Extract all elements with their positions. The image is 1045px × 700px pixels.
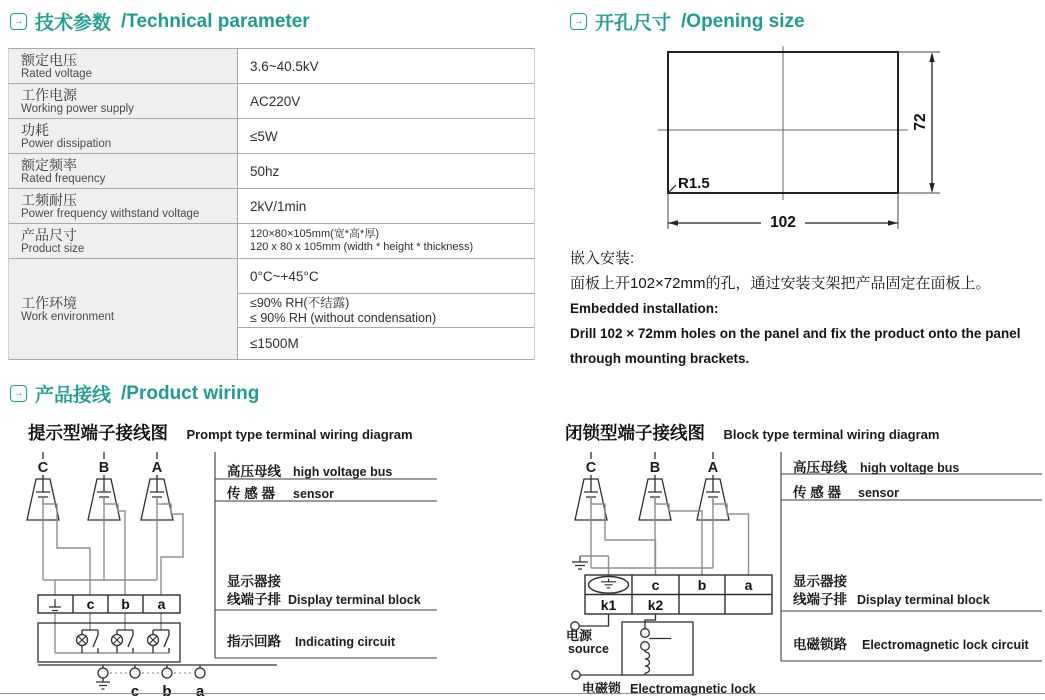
install-note-zh-title: 嵌入安装: — [570, 250, 635, 267]
lock-circuit-label-en: Electromagnetic lock circuit — [862, 638, 1029, 652]
wiring-title-zh: 产品接线 — [35, 385, 112, 406]
spec-table — [8, 48, 535, 360]
altitude-cell — [238, 327, 534, 359]
lock-terminal-circle — [572, 671, 580, 679]
display-label-zh1: 显示器接 — [227, 574, 281, 589]
product-size-zh: 120×80×105mm(宽*高*厚) — [250, 228, 380, 240]
spec-label — [9, 259, 238, 359]
table-row — [9, 259, 534, 360]
electromagnetic-lock-box — [622, 622, 693, 675]
terminal-label: a — [157, 596, 166, 612]
spec-value — [238, 154, 534, 188]
power-label-en: source — [568, 642, 609, 656]
dimension-lines — [668, 61, 932, 223]
humidity-cell — [238, 293, 534, 327]
label-divider-lines — [215, 452, 437, 658]
terminal-label: a — [744, 577, 753, 593]
spec-label-zh: 工频耐压 — [21, 191, 77, 208]
display-label-zh1: 显示器接 — [793, 574, 847, 589]
bottom-terminal-label: b — [162, 683, 172, 700]
spec-label-en: Power frequency withstand voltage — [21, 207, 200, 220]
work-environment-values — [238, 259, 534, 359]
spec-label-en: Product size — [21, 242, 85, 255]
earth-ground-icon — [96, 678, 110, 689]
spec-label-en: Rated frequency — [21, 172, 106, 185]
spec-label-zh: 产品尺寸 — [21, 226, 77, 243]
spec-label-en: Working power supply — [21, 102, 134, 115]
phase-label: B — [98, 460, 110, 476]
opening-title-en: /Opening size — [681, 10, 805, 32]
phase-label: C — [37, 460, 49, 476]
indicating-label-zh: 指示回路 — [227, 634, 281, 649]
product-size-en: 120 x 80 x 105mm (width * height * thickness) — [250, 241, 474, 253]
width-dimension-label: 102 — [770, 214, 796, 231]
spec-label — [9, 224, 238, 258]
wiring-section-header — [10, 380, 259, 407]
prompt-subtitle-en: Prompt type terminal wiring diagram — [186, 427, 413, 442]
display-label-en: Display terminal block — [288, 593, 421, 607]
terminal-label: b — [121, 596, 130, 612]
opening-title-zh: 开孔尺寸 — [595, 13, 672, 34]
radius-label: R1.5 — [678, 175, 710, 192]
spec-label — [9, 84, 238, 118]
table-row — [9, 224, 534, 259]
spec-value-text: AC220V — [250, 93, 301, 109]
lock-label-en: Electromagnetic lock — [630, 682, 756, 696]
spec-label-en: Work environment — [21, 310, 115, 323]
arrow-marker-icon: → — [10, 13, 27, 30]
height-dimension-label: 72 — [912, 113, 929, 131]
spec-label-zh: 功耗 — [21, 121, 49, 138]
spec-label — [9, 154, 238, 188]
block-diagram-subtitle — [565, 420, 939, 445]
terminal-label: c — [86, 596, 95, 612]
terminal-label: c — [651, 577, 660, 593]
bus-label-en: high voltage bus — [860, 461, 960, 475]
spec-label-zh: 额定电压 — [21, 51, 77, 68]
sensor-wires — [580, 497, 749, 575]
spec-label-zh: 工作环境 — [21, 294, 77, 311]
humidity-en: ≤ 90% RH (without condensation) — [250, 310, 437, 325]
install-note-zh-body: 面板上开102×72mm的孔，通过安装支架把产品固定在面板上。 — [570, 275, 991, 292]
spec-label — [9, 119, 238, 153]
k-terminal-label: k1 — [600, 597, 617, 613]
phase-label: A — [707, 460, 719, 476]
spec-value — [238, 84, 534, 118]
block-subtitle-en: Block type terminal wiring diagram — [723, 427, 940, 442]
table-row — [9, 84, 534, 119]
humidity-zh: ≤90% RH(不结露) — [250, 295, 350, 310]
bottom-terminal-label: a — [195, 683, 205, 700]
bottom-terminal-label: c — [130, 683, 140, 700]
spec-label-zh: 额定频率 — [21, 156, 77, 173]
bus-label-zh: 高压母线 — [227, 464, 281, 479]
opening-section-header — [570, 8, 805, 35]
spec-value — [238, 189, 534, 223]
table-row — [9, 189, 534, 224]
spec-label-en: Power dissipation — [21, 137, 112, 150]
page-bottom-rule — [0, 693, 1045, 694]
extension-lines — [668, 52, 940, 229]
earth-ground-icon — [572, 556, 588, 569]
lock-label-zh: 电磁锁 — [582, 681, 622, 696]
spec-value — [238, 119, 534, 153]
terminal-label: b — [697, 577, 707, 593]
arrow-marker-icon: → — [570, 13, 587, 30]
spec-value-text: 3.6~40.5kV — [250, 58, 319, 74]
prompt-wiring-diagram — [0, 450, 445, 700]
spec-value-text: 2kV/1min — [250, 198, 307, 214]
install-note — [570, 246, 1044, 371]
altitude: ≤1500M — [250, 336, 299, 351]
spec-label — [9, 189, 238, 223]
k-terminal-label: k2 — [647, 597, 664, 613]
prompt-subtitle-zh: 提示型端子接线图 — [28, 423, 168, 443]
phase-label: B — [649, 460, 661, 476]
wiring-title-en: /Product wiring — [121, 382, 260, 404]
tech-title-zh: 技术参数 — [35, 13, 112, 34]
table-row — [9, 49, 534, 84]
sensor-label-en: sensor — [293, 487, 334, 501]
table-row — [9, 154, 534, 189]
indicating-label-en: Indicating circuit — [295, 635, 396, 649]
spec-value-text: 50hz — [250, 163, 280, 179]
sensor-label-zh: 传 感 器 — [793, 485, 842, 500]
display-label-zh2: 线端子排 — [227, 592, 281, 607]
install-note-en-body: Drill 102 × 72mm holes on the panel and fix the product onto the panel through mounting brackets. — [570, 326, 1021, 366]
spec-value — [238, 224, 534, 258]
block-subtitle-zh: 闭锁型端子接线图 — [565, 423, 705, 443]
spec-value-text: ≤5W — [250, 128, 278, 144]
phase-label: C — [585, 460, 597, 476]
opening-size-drawing — [558, 45, 1043, 265]
spec-label-en: Rated voltage — [21, 67, 92, 80]
spec-label — [9, 49, 238, 83]
arrow-marker-icon: → — [10, 385, 27, 402]
spec-value — [238, 49, 534, 83]
bus-label-zh: 高压母线 — [793, 460, 847, 475]
display-label-zh2: 线端子排 — [793, 592, 847, 607]
temp-range-cell — [238, 259, 534, 293]
power-label-zh: 电源 — [566, 628, 593, 643]
sensor-label-zh: 传 感 器 — [227, 486, 276, 501]
install-note-en-title: Embedded installation: — [570, 301, 719, 316]
tech-title-en: /Technical parameter — [121, 10, 310, 32]
radius-leader-line — [668, 185, 676, 193]
prompt-diagram-subtitle — [28, 420, 413, 445]
coil-icon — [645, 650, 650, 675]
phase-label: A — [151, 460, 163, 476]
bottom-terminal-row — [96, 665, 205, 689]
table-row — [9, 119, 534, 154]
spec-label-zh: 工作电源 — [21, 86, 77, 103]
label-divider-lines — [781, 452, 1042, 661]
block-wiring-diagram — [560, 450, 1045, 700]
temp-range: 0°C~+45°C — [250, 268, 319, 284]
lock-circuit-label-zh: 电磁锁路 — [793, 637, 847, 652]
indicating-circuit-box — [38, 623, 180, 662]
sensor-label-en: sensor — [858, 486, 899, 500]
dimension-arrowheads — [668, 52, 935, 226]
display-label-en: Display terminal block — [857, 593, 990, 607]
tech-section-header — [10, 8, 310, 35]
bus-label-en: high voltage bus — [293, 465, 393, 479]
